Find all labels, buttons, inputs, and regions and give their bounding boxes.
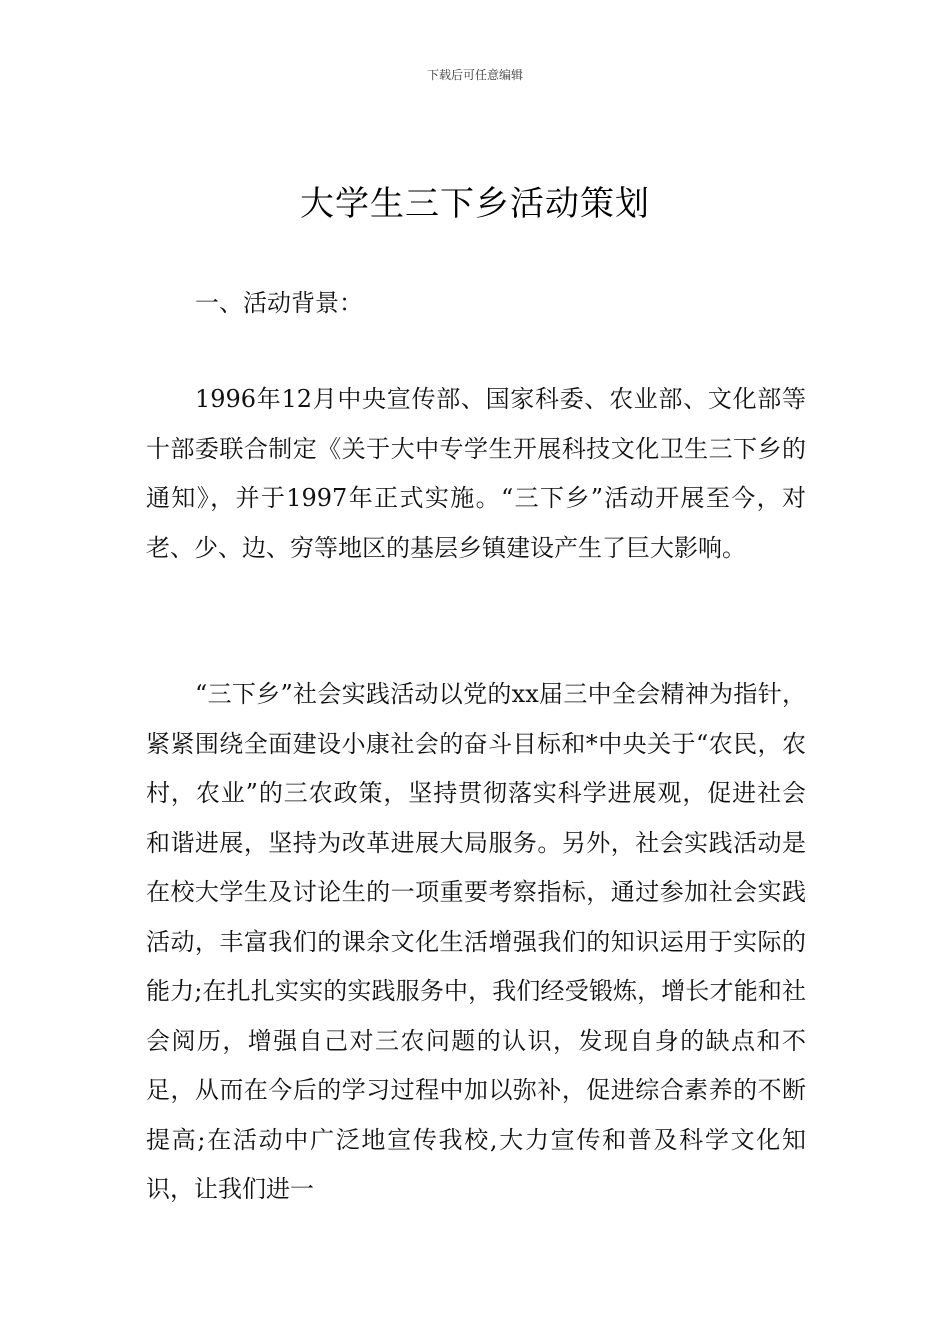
paragraph-purpose: “三下乡”社会实践活动以党的xx届三中全会精神为指针，紧紧围绕全面建设小康社会的奋斗目标和*中央关于“农民，农村，农业”的三农政策，坚持贯彻落实科学进展观，促进社会和谐进展，坚持为改革进展大局服务。另外，社会实践活动是在校大学生及讨论生的一项重要考察指标，通过参加社会实践活动，丰富我们的课余文化生活增强我们的知识运用于实际的能力;在扎扎实实的实践服务中，我们经受锻炼，增长才能和社会阅历，增强自己对三农问题的认识，发现自身的缺点和不足，从而在今后的学习过程中加以弥补，促进综合素养的不断提高;在活动中广泛地宣传我校,大力宣传和普及科学文化知识，让我们进一	[146, 680, 806, 1203]
page-header-note: 下载后可任意编辑	[426, 68, 523, 82]
document-title: 大学生三下乡活动策划	[300, 184, 650, 224]
paragraph-history: 1996年12月中央宣传部、国家科委、农业部、文化部等十部委联合制定《关于大中专学生开展科技文化卫生三下乡的通知》，并于1997年正式实施。“三下乡”活动开展至今，对老、少、边、穷等地区的基层乡镇建设产生了巨大影响。	[146, 385, 806, 562]
section-heading-background: 一、活动背景：	[195, 289, 363, 317]
